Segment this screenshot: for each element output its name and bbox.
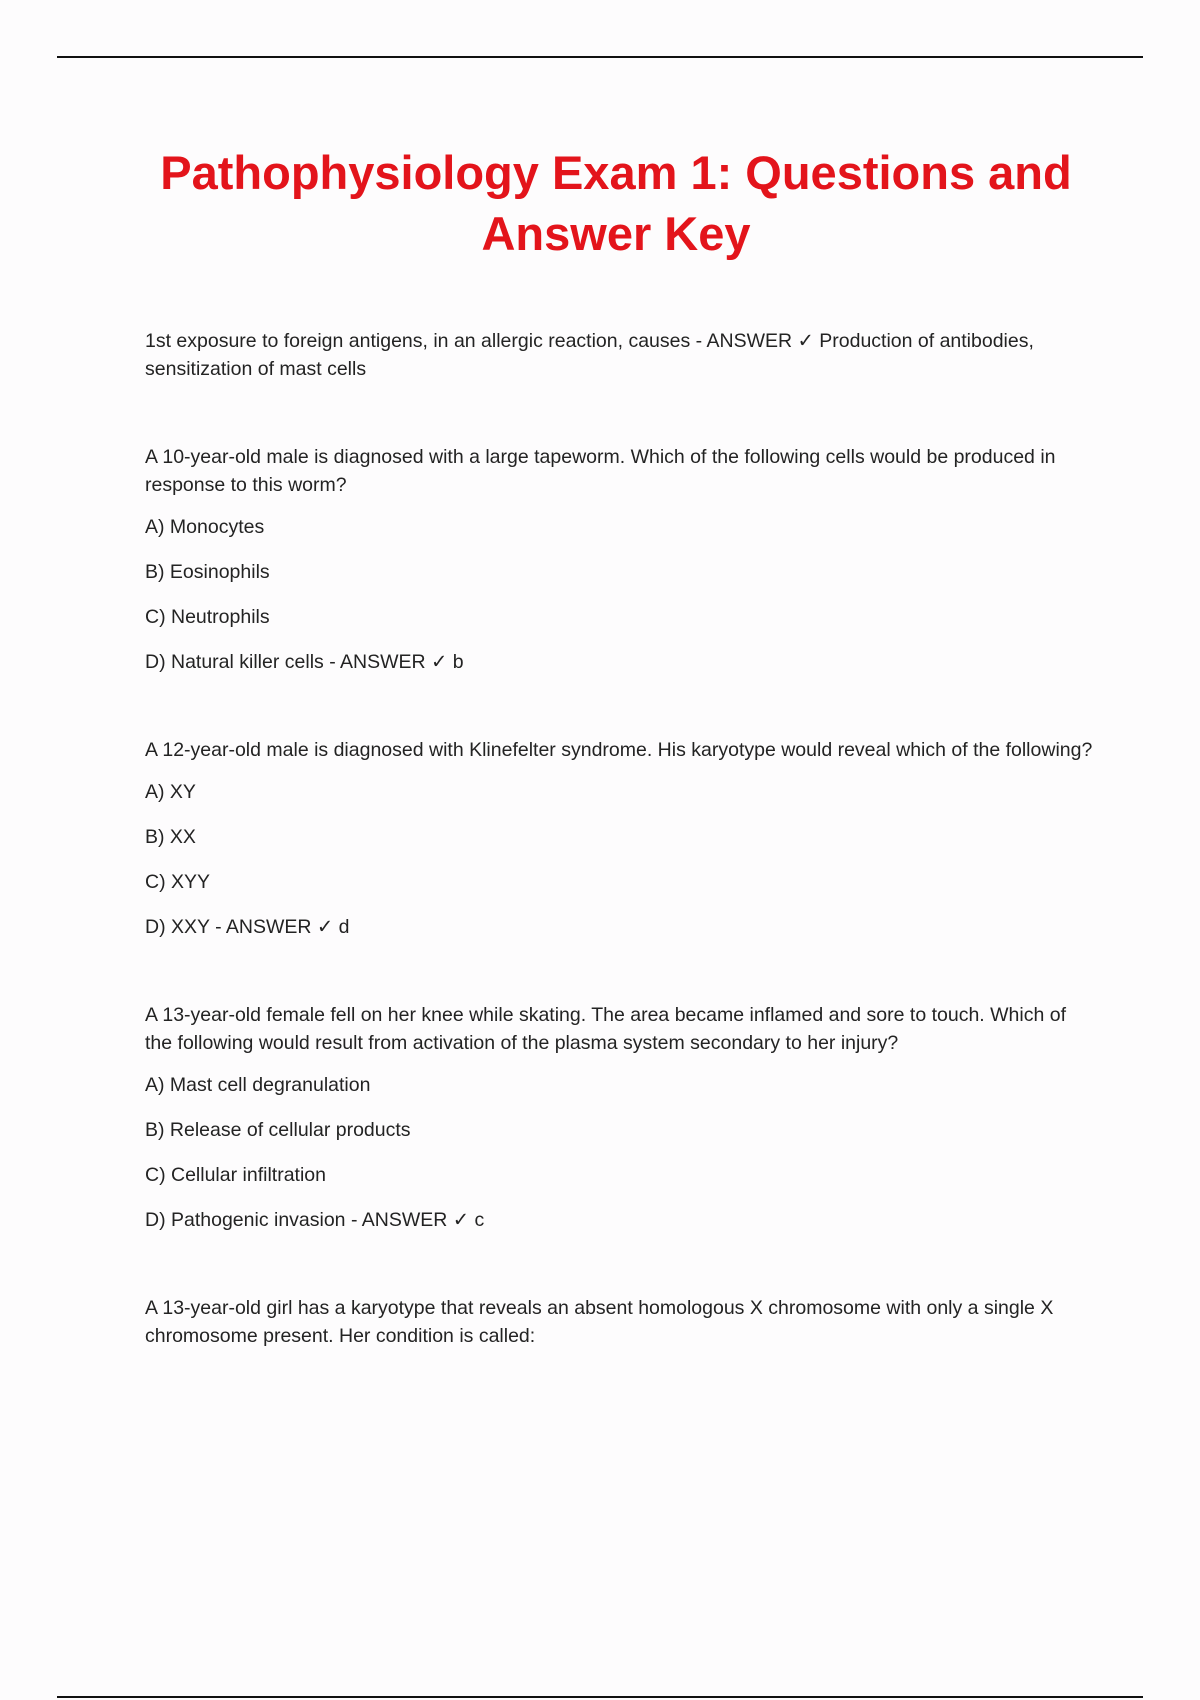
question-stem: A 13-year-old female fell on her knee while skating. The area became inflamed and sore to touch. Which of the following would result from activation of the plasma system secondary to her injury? [145,1004,1066,1054]
document-title: Pathophysiology Exam 1: Questions and Answer Key [160,146,1072,260]
answer-option: A) XY [145,781,196,803]
answer-option: B) Release of cellular products [145,1119,411,1141]
question-stem: A 12-year-old male is diagnosed with Klinefelter syndrome. His karyotype would reveal which of the following? [145,739,1093,761]
question-stem: A 13-year-old girl has a karyotype that reveals an absent homologous X chromosome with only a single X chromosome present. Her condition is called: [145,1297,1054,1347]
answer-option: A) Monocytes [145,516,265,538]
top-rule [57,56,1143,58]
answer-option: D) XXY - ANSWER ✓ d [145,916,350,938]
question-stem: A 10-year-old male is diagnosed with a large tapeworm. Which of the following cells would be produced in response to this worm? [145,446,1056,496]
answer-option: C) Neutrophils [145,606,270,628]
question-stem: 1st exposure to foreign antigens, in an allergic reaction, causes - ANSWER ✓ Production of antibodies, sensitization of mast cells [145,330,1034,380]
answer-option: C) XYY [145,871,211,893]
answer-option: B) XX [145,826,196,848]
question-item [145,327,1095,383]
question-list [145,327,1095,1410]
question-item [145,443,1095,676]
question-item [145,1294,1095,1350]
answer-option: C) Cellular infiltration [145,1164,326,1186]
bottom-rule [57,1696,1143,1698]
answer-option: A) Mast cell degranulation [145,1074,371,1096]
answer-option: B) Eosinophils [145,561,270,583]
answer-option: D) Pathogenic invasion - ANSWER ✓ c [145,1209,485,1231]
question-item [145,736,1095,941]
answer-option: D) Natural killer cells - ANSWER ✓ b [145,651,464,673]
question-item [145,1001,1095,1234]
